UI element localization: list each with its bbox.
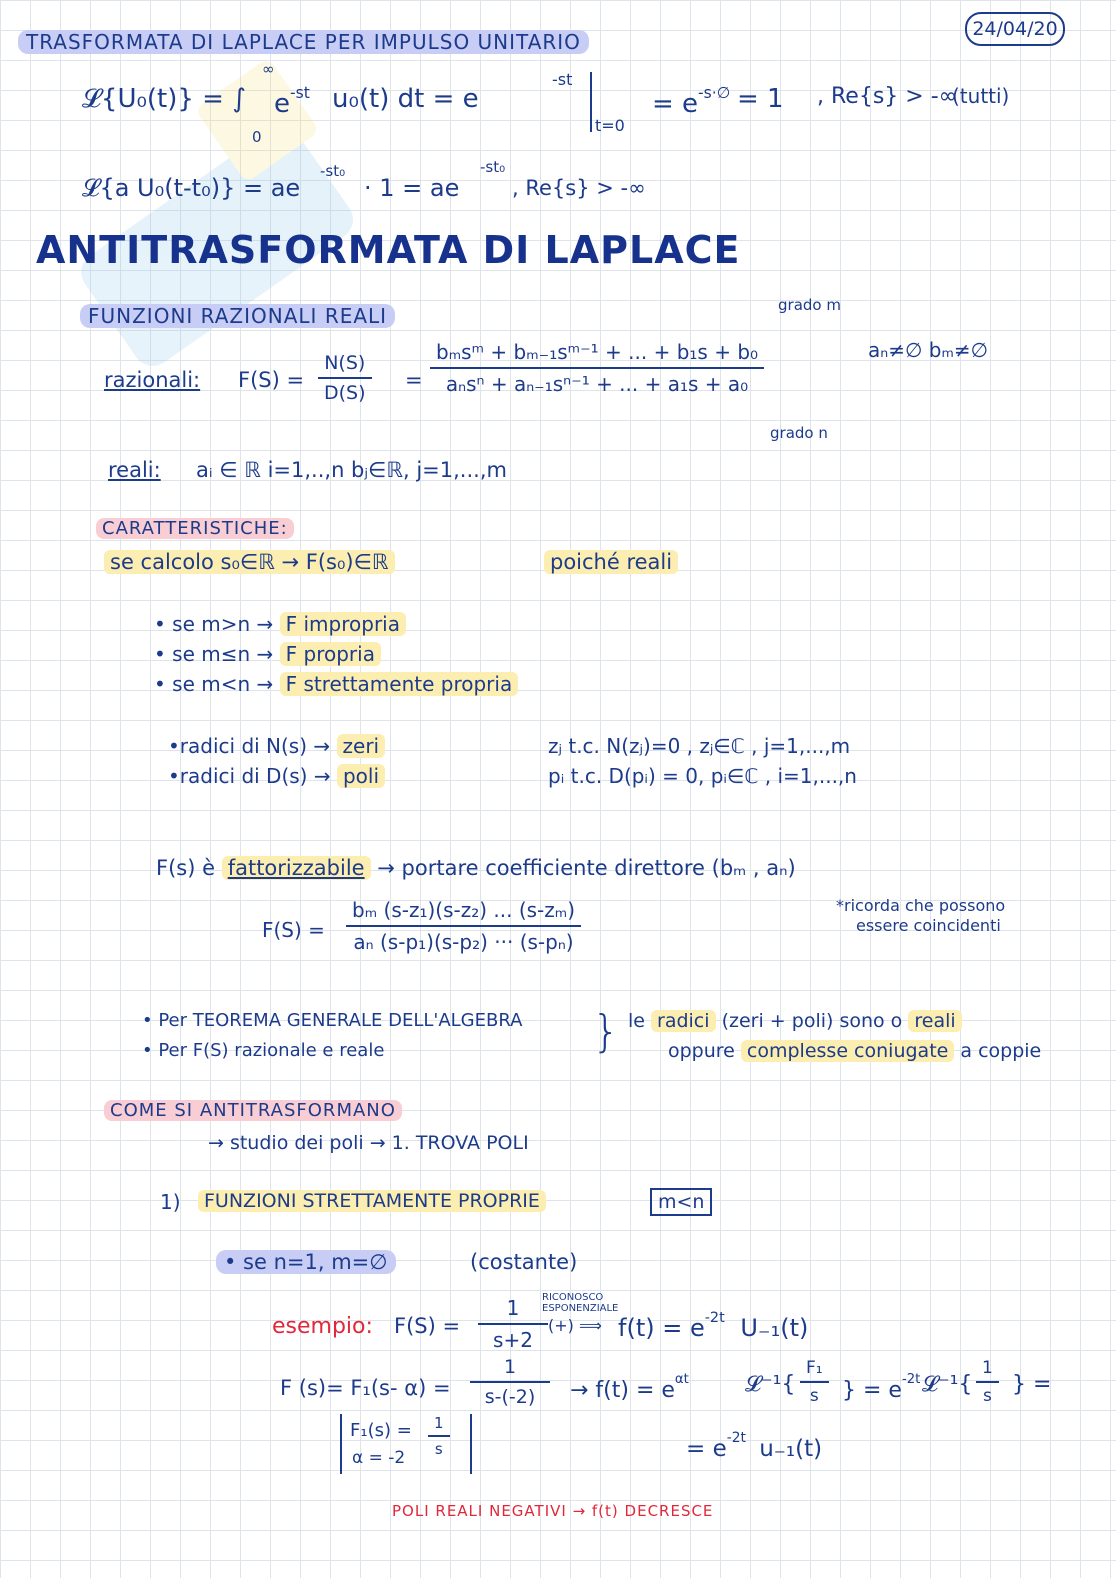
bullet-improper: • se m>n → F impropria	[154, 612, 406, 636]
riconosco-note: RICONOSCO ESPONENZIALE	[542, 1292, 619, 1314]
step1-title: FUNZIONI STRETTAMENTE PROPRIE	[198, 1190, 546, 1212]
roots-poles: •radici di D(s) → poli	[168, 764, 385, 788]
line2-mid: → $f(t) = e^{\alpha t}$	[570, 1372, 689, 1403]
poiche-reali: poiché reali	[544, 550, 678, 574]
equation-shifted-impulse: 𝓛{a U₀(t-t₀)} = ae -st₀ · 1 = ae -st₀ , Re{s} > -∞	[82, 158, 646, 202]
studio-poli: → studio dei poli → 1. TROVA POLI	[208, 1132, 529, 1154]
grado-m-note: grado m	[778, 296, 841, 314]
line2-eq: } = $e^{-2t}$	[842, 1372, 921, 1403]
box-alpha: α = -2	[352, 1448, 406, 1468]
note-coincidenti-2: essere coincidenti	[856, 916, 1001, 935]
teorema-line-2: • Per F(S) razionale e reale	[142, 1040, 385, 1061]
example-F: F(S) =	[394, 1314, 461, 1338]
reali-label: reali:	[108, 458, 161, 482]
line2-lhs: F (s)= F₁(s- α) =	[280, 1376, 451, 1400]
se-n1: • se n=1, m=∅	[216, 1250, 396, 1274]
come-antitrasformano: COME SI ANTITRASFORMANO	[104, 1100, 402, 1121]
teorema-right-2: oppure complesse coniugate a coppie	[668, 1040, 1042, 1062]
step1-number: 1)	[160, 1190, 181, 1214]
date-text: 24/04/20	[972, 18, 1058, 40]
box-F1-label: F₁(s) =	[350, 1420, 412, 1441]
factor-lhs: F(S) =	[262, 918, 325, 942]
roots-zeros-def: zⱼ t.c. N(zⱼ)=0 , zⱼ∈ℂ , j=1,...,m	[548, 734, 851, 758]
laplace-impulse-title: TRASFORMATA DI LAPLACE PER IMPULSO UNITARIO	[18, 30, 589, 54]
roots-zeros: •radici di N(s) → zeri	[168, 734, 385, 758]
bullet-proper: • se m≤n → F propria	[154, 642, 381, 666]
esempio-label: esempio:	[272, 1314, 373, 1339]
factor-fraction: bₘ (s-z₁)(s-z₂) ... (s-zₘ) aₙ (s-p₁)(s-p₂) ··· (s-pₙ)	[346, 898, 581, 954]
teorema-line-1: • Per TEOREMA GENERALE DELL'ALGEBRA	[142, 1010, 523, 1031]
razionali-label: razionali:	[104, 368, 201, 392]
example-result: $f(t) = e^{-2t}$ U₋₁(t)	[618, 1310, 809, 1342]
final-result: = $e^{-2t}$ u₋₁(t)	[686, 1430, 823, 1462]
box-F1-fraction: 1 s	[428, 1414, 450, 1458]
se-calcolo: se calcolo s₀∈ℝ → F(s₀)∈ℝ	[104, 550, 395, 574]
definition-bracket	[340, 1414, 472, 1474]
fattorizzabile-line: F(s) è fattorizzabile → portare coefficiente direttore (bₘ , aₙ)	[156, 856, 796, 880]
roots-poles-def: pᵢ t.c. D(pᵢ) = 0, pᵢ∈ℂ , i=1,...,n	[548, 764, 857, 788]
footer-note: POLI REALI NEGATIVI → f(t) DECRESCE	[392, 1502, 714, 1520]
line2-L2: 𝓛⁻¹{	[922, 1372, 973, 1397]
line2-L: 𝓛⁻¹{	[745, 1372, 796, 1397]
teorema-brace: }	[592, 1006, 620, 1057]
line2-fraction-3: 1 s	[976, 1358, 999, 1406]
subtitle-rational-functions: FUNZIONI RAZIONALI REALI	[80, 304, 395, 328]
line2-fraction-2: F₁ s	[800, 1358, 829, 1406]
teorema-right-1: le radici (zeri + poli) sono o reali	[628, 1010, 962, 1032]
grado-n-note: grado n	[770, 424, 828, 442]
F-def: F(S) =	[238, 368, 305, 392]
example-arrow: (+) ⟹	[548, 1316, 602, 1335]
line2-fraction: 1 s-(-2)	[470, 1356, 550, 1408]
line2-end: } =	[1012, 1372, 1052, 1397]
rational-fraction: bₘsᵐ + bₘ₋₁sᵐ⁻¹ + ... + b₁s + b₀ aₙsⁿ + aₙ₋₁sⁿ⁻¹ + ... + a₁s + a₀	[430, 340, 764, 396]
reali-text: aᵢ ∈ ℝ i=1,..,n bⱼ∈ℝ, j=1,...,m	[196, 458, 507, 482]
step1-box: m<n	[650, 1188, 712, 1216]
example-fraction: 1 s+2	[478, 1296, 548, 1352]
nonzero-coeffs: aₙ≠∅ bₘ≠∅	[868, 338, 989, 362]
equals-sign: =	[405, 368, 423, 392]
bullet-strictly-proper: • se m<n → F strettamente propria	[154, 672, 518, 696]
equation-impulse: 𝓛{U₀(t)} = ∫ ∞ 0 $e^{-st}$ u₀(t) dt = e -st t=0 = $e^{-s\cdot\emptyset}$ = 1 , Re{s} > -∞ (tutti)	[82, 60, 1010, 146]
caratteristiche-heading: CARATTERISTICHE:	[96, 518, 294, 539]
note-coincidenti-1: *ricorda che possono	[836, 896, 1006, 915]
N-over-D: N(S) D(S)	[318, 352, 372, 404]
date-badge	[965, 12, 1065, 46]
costante: (costante)	[470, 1250, 578, 1274]
heading-antitrasformata: ANTITRASFORMATA DI LAPLACE	[36, 228, 741, 272]
